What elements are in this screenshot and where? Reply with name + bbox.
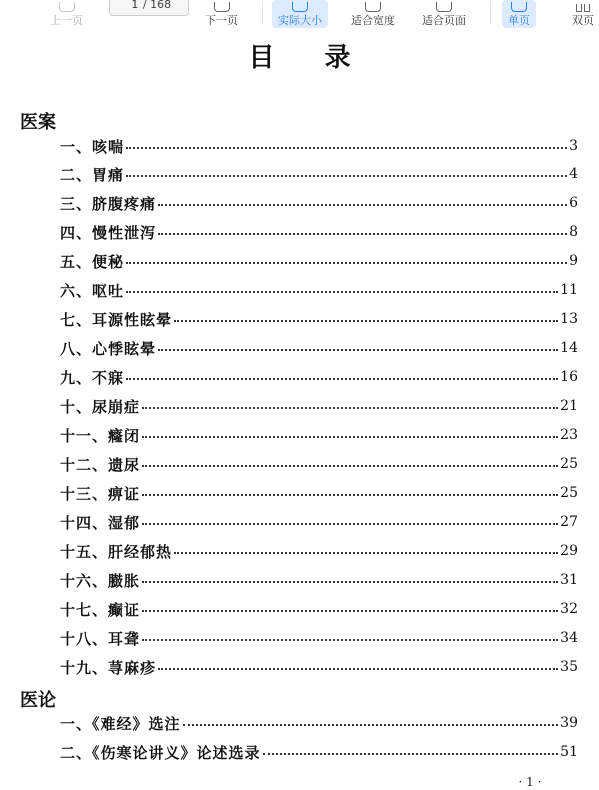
- toc-entry-label: 十五、肝经郁热: [60, 542, 173, 561]
- fit-page-button[interactable]: [422, 0, 466, 28]
- dot-leader: [142, 465, 558, 467]
- toc-entry-page: 34: [560, 630, 578, 646]
- toc-entry-label: 十六、臌胀: [60, 571, 141, 590]
- fit-width-icon: [365, 2, 381, 12]
- toc-entry-page: 35: [560, 659, 578, 675]
- toc-entry[interactable]: [60, 424, 578, 446]
- toc-entry[interactable]: [60, 308, 578, 330]
- toc-entry-page: 51: [560, 744, 578, 760]
- toc-entry-label: 十二、遗尿: [60, 455, 141, 474]
- prev-page-icon: [59, 2, 75, 12]
- toc-entry-label: 一、《难经》选注: [60, 714, 181, 733]
- fit-width-label: 适合宽度: [351, 14, 395, 27]
- toc-entry-page: 14: [560, 340, 578, 356]
- toc-entry-page: 23: [560, 427, 578, 443]
- toc-entry-page: 4: [569, 166, 578, 182]
- dot-leader: [126, 291, 558, 293]
- toc-entry[interactable]: [60, 163, 578, 185]
- toc-entry[interactable]: [60, 135, 578, 157]
- toc-entry-label: 二、胃痛: [60, 165, 125, 184]
- toc-entry-label: 四、慢性泄泻: [60, 223, 157, 242]
- single-page-icon: [511, 2, 527, 12]
- dot-leader: [142, 407, 558, 409]
- toc-entry[interactable]: [60, 337, 578, 359]
- toc-entry[interactable]: [60, 712, 578, 734]
- dot-leader: [158, 233, 567, 235]
- toc-entry-page: 25: [560, 456, 578, 472]
- dot-leader: [126, 378, 558, 380]
- toc-entry-label: 十四、湿郁: [60, 513, 141, 532]
- toc-entry-page: 27: [560, 514, 578, 530]
- dot-leader: [142, 581, 558, 583]
- toc-entry-label: 十八、耳聋: [60, 629, 141, 648]
- dot-leader: [263, 753, 559, 755]
- dot-leader: [158, 204, 567, 206]
- toolbar-divider: [262, 2, 263, 24]
- toc-entry-label: 八、心悸眩晕: [60, 339, 157, 358]
- dot-leader: [126, 147, 567, 149]
- toc-entry-label: 十三、痹证: [60, 484, 141, 503]
- toc-entry-page: 29: [560, 543, 578, 559]
- toc-entry-page: 6: [569, 195, 578, 211]
- dot-leader: [158, 349, 558, 351]
- toc-entry[interactable]: [60, 395, 578, 417]
- toc-entry-label: 三、脐腹疼痛: [60, 194, 157, 213]
- fit-page-label: 适合页面: [422, 14, 466, 27]
- toc-entry-page: 25: [560, 485, 578, 501]
- toc-entry-page: 8: [569, 224, 578, 240]
- toc-entry-page: 31: [560, 572, 578, 588]
- page-title: 目录: [248, 43, 401, 73]
- toc-entry[interactable]: [60, 453, 578, 475]
- current-page-input[interactable]: [127, 0, 143, 11]
- toc-entry-label: 六、呕吐: [60, 281, 125, 300]
- fit-page-icon: [436, 2, 452, 12]
- dot-leader: [158, 668, 558, 670]
- toc-entry-label: 二、《伤寒论讲义》论述选录: [60, 743, 261, 762]
- actual-size-button[interactable]: [272, 0, 328, 28]
- actual-size-label: 实际大小: [278, 14, 322, 27]
- toc-entry-page: 13: [560, 311, 578, 327]
- toc-entry-page: 16: [560, 369, 578, 385]
- toc-entry-page: 9: [569, 253, 578, 269]
- dot-leader: [126, 175, 567, 177]
- toc-entry[interactable]: [60, 741, 578, 763]
- dot-leader: [142, 494, 558, 496]
- toc-entry[interactable]: [60, 192, 578, 214]
- viewer-toolbar: [0, 0, 599, 30]
- toc-entry[interactable]: [60, 540, 578, 562]
- dot-leader: [174, 320, 558, 322]
- toc-entry[interactable]: [60, 250, 578, 272]
- fit-width-button[interactable]: [351, 0, 395, 28]
- actual-size-icon: [292, 2, 308, 12]
- total-pages: / 168: [142, 0, 172, 11]
- toc-entry-label: 十、尿崩症: [60, 397, 141, 416]
- toc-entry[interactable]: [60, 569, 578, 591]
- double-page-button[interactable]: [572, 0, 594, 28]
- dot-leader: [142, 610, 558, 612]
- single-page-button[interactable]: [502, 0, 536, 28]
- toc-entry-page: 3: [569, 138, 578, 154]
- double-page-label: 双页: [572, 14, 594, 27]
- section-heading-yilun: 医论: [20, 690, 56, 711]
- toc-entry-label: 九、不寐: [60, 368, 125, 387]
- toc-entry-label: 十一、癃闭: [60, 426, 141, 445]
- toc-entry[interactable]: [60, 627, 578, 649]
- toc-entry-label: 五、便秘: [60, 252, 125, 271]
- toc-entry-page: 21: [560, 398, 578, 414]
- page-number: · 1 ·: [518, 775, 542, 789]
- dot-leader: [126, 262, 567, 264]
- prev-page-button[interactable]: [50, 0, 83, 28]
- toolbar-divider: [490, 2, 491, 24]
- next-page-label: 下一页: [205, 14, 238, 27]
- toc-entry-page: 32: [560, 601, 578, 617]
- toc-entry[interactable]: [60, 482, 578, 504]
- dot-leader: [142, 436, 558, 438]
- toc-entry[interactable]: [60, 656, 578, 678]
- section-heading-yian: 医案: [20, 112, 56, 133]
- prev-page-label: 上一页: [50, 14, 83, 27]
- toc-entry[interactable]: [60, 598, 578, 620]
- toc-entry[interactable]: [60, 221, 578, 243]
- toc-entry-label: 十九、荨麻疹: [60, 658, 157, 677]
- page-indicator: [109, 0, 189, 16]
- double-page-icon: [576, 4, 590, 12]
- next-page-icon: [214, 2, 230, 12]
- toc-entry-page: 39: [560, 715, 578, 731]
- toc-entry[interactable]: [60, 366, 578, 388]
- toc-entry-label: 七、耳源性眩晕: [60, 310, 173, 329]
- dot-leader: [142, 639, 558, 641]
- toc-entry[interactable]: [60, 279, 578, 301]
- next-page-button[interactable]: [205, 0, 238, 28]
- single-page-label: 单页: [508, 14, 530, 27]
- toc-entry[interactable]: [60, 511, 578, 533]
- dot-leader: [142, 523, 558, 525]
- dot-leader: [183, 724, 559, 726]
- toc-entry-label: 十七、癫证: [60, 600, 141, 619]
- dot-leader: [174, 552, 558, 554]
- toc-entry-page: 11: [560, 282, 578, 298]
- toc-entry-label: 一、咳喘: [60, 137, 125, 156]
